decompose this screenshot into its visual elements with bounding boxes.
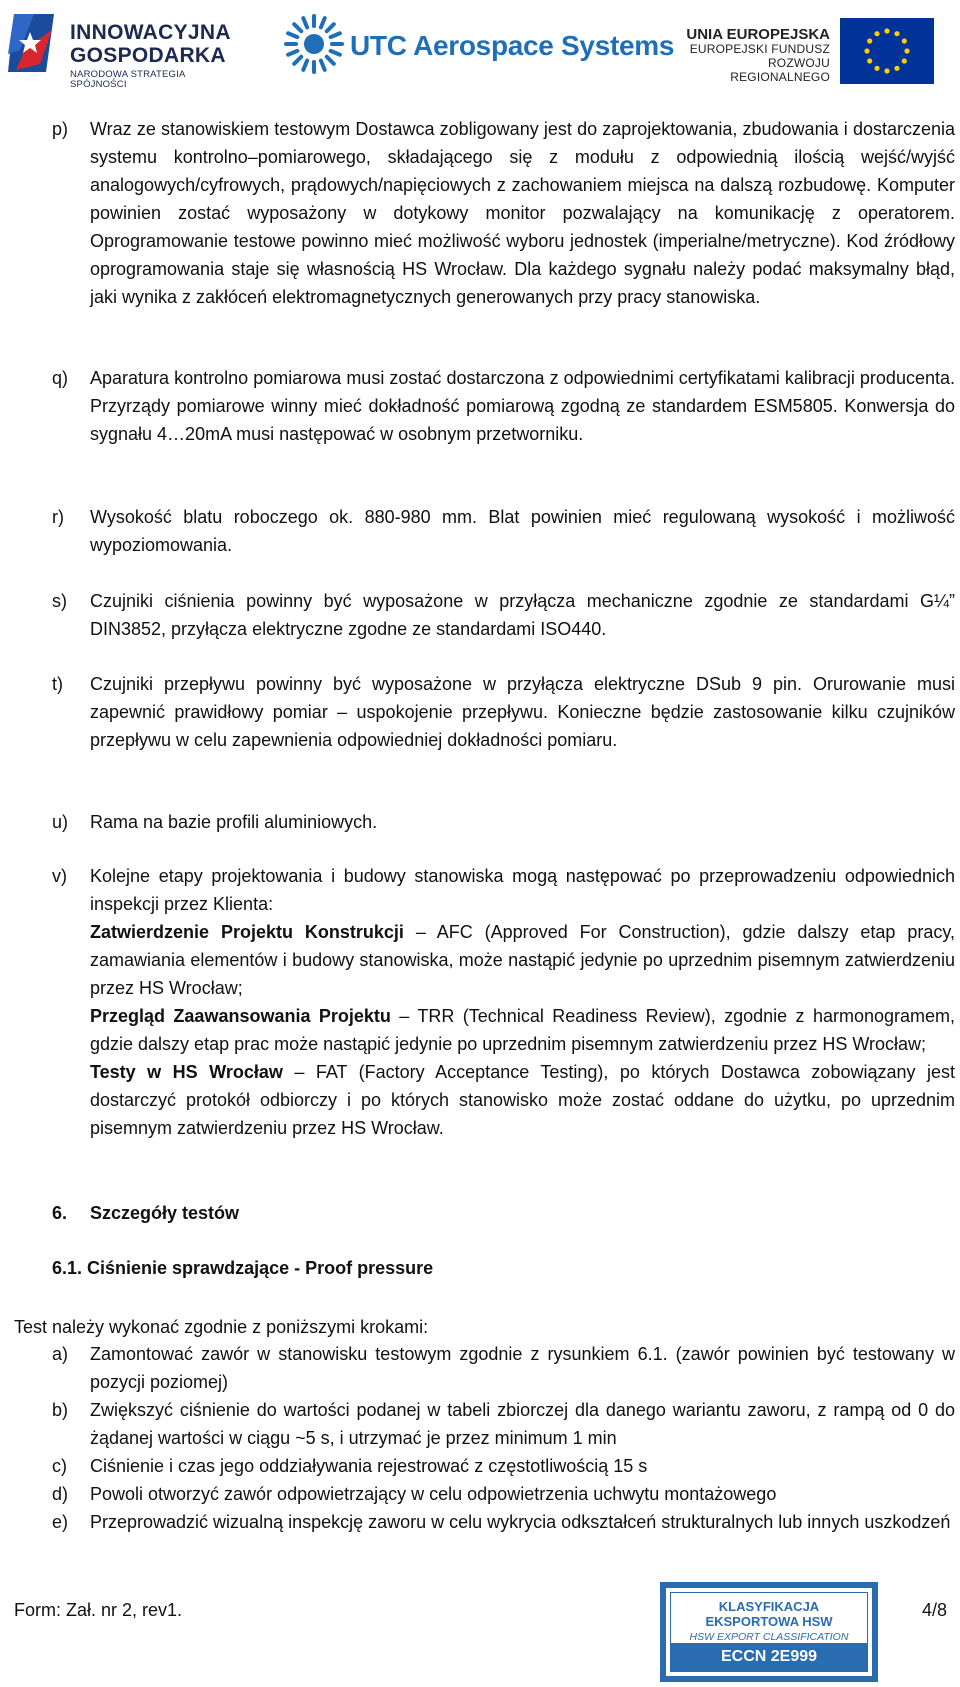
list-item-p	[52, 115, 955, 311]
step-a	[52, 1340, 955, 1396]
v-subitem-desc: – TRR (Technical Readiness Review), zgodnie z harmonogramem, gdzie dalszy etap prac może nastąpić jedynie po uprzednim pisemnym zatwierdzeniu przez HS Wrocław;	[90, 1006, 956, 1054]
item-text: Aparatura kontrolno pomiarowa musi zostać dostarczona z odpowiednimi certyfikatami kalibracji producenta. Przyrządy pomiarowe winny mieć dokładność pomiarową zgodną ze standardem ESM5805. Konwersja do sygnału 4…20mA musi następować w osobnym przetworniku.	[90, 368, 955, 444]
eu-line1: UNIA EUROPEJSKA	[686, 26, 830, 43]
ig-flag-icon	[6, 10, 62, 78]
list-item-r	[52, 503, 955, 559]
step-label: b)	[52, 1400, 69, 1420]
item-label: s)	[52, 591, 67, 611]
v-subitem-trr	[90, 1002, 955, 1058]
footer-form-label: Form: Zał. nr 2, rev1.	[14, 1600, 183, 1620]
utc-logo-text: UTC Aerospace Systems	[350, 30, 675, 61]
list-item-u	[52, 808, 955, 836]
eccn-code: ECCN 2E999	[671, 1643, 867, 1671]
item-text: Czujniki ciśnienia powinny być wyposażone w przyłącza mechaniczne zgodnie ze standardami G¼” DIN3852, przyłącza elektryczne zgodne ze standardami ISO440.	[90, 591, 955, 639]
page-number: 4/8	[922, 1600, 948, 1620]
step-label: d)	[52, 1484, 69, 1504]
section-number: 6.	[52, 1203, 68, 1223]
steps-intro: Test należy wykonać zgodnie z poniższymi krokami:	[14, 1317, 429, 1337]
section-title: Szczegóły testów	[90, 1203, 240, 1223]
export-line1: KLASYFIKACJA	[718, 1599, 820, 1614]
ig-line2: GOSPODARKA	[70, 44, 226, 67]
v-subitem-afc	[90, 918, 955, 1002]
v-subitem-term: Testy w HS Wrocław	[90, 1062, 283, 1082]
item-label: t)	[52, 674, 63, 694]
utc-aerospace-logo	[282, 12, 675, 78]
v-subitem-term: Zatwierdzenie Projektu Konstrukcji	[90, 922, 404, 942]
page-header	[0, 0, 960, 92]
eu-line3: ROZWOJU REGIONALNEGO	[730, 56, 830, 84]
v-subitem-desc: – FAT (Factory Acceptance Testing), po których Dostawca zobowiązany jest dostarczyć protokół odbiorczy i po których stanowisko może zostać oddane do użytku, po uprzednim pisemnym zatwierdzeniu przez HS Wrocław.	[90, 1062, 955, 1138]
item-label: p)	[52, 119, 69, 139]
item-label: q)	[52, 368, 69, 388]
list-item-s	[52, 587, 955, 643]
item-label: u)	[52, 812, 69, 832]
section-6-1-heading: 6.1. Ciśnienie sprawdzające - Proof pressure	[52, 1258, 434, 1278]
v-subitem-fat	[90, 1058, 955, 1142]
step-label: a)	[52, 1344, 69, 1364]
export-line2: EKSPORTOWA HSW	[705, 1614, 833, 1629]
step-text: Zwiększyć ciśnienie do wartości podanej w tabeli zbiorczej dla danego wariantu zaworu, z rampą od 0 do żądanej wartości w ciągu ~5 s, i utrzymać je przez minimum 1 min	[90, 1400, 955, 1448]
item-text: Wraz ze stanowiskiem testowym Dostawca zobligowany jest do zaprojektowania, zbudowania i dostarczenia systemu kontrolno–pomiarowego, składającego się z modułu z odpowiednią ilością wejść/wyjść analogowych/cyfrowych, prądowych/napięciowych z zachowaniem miejsca na dalszą rozbudowę. Komputer powinien zostać wyposażony w dotykowy monitor pozwalający na komunikację z operatorem. Oprogramowanie testowe powinno mieć możliwość wyboru jednostek (imperialne/metryczne). Kod źródłowy oprogramowania staje się własnością HS Wrocław. Dla każdego sygnału należy podać maksymalny błąd, jaki wynika z zakłóceń elektromagnetycznych generowanych przy pracy stanowiska.	[90, 119, 955, 307]
step-e	[52, 1508, 955, 1536]
utc-burst-icon	[282, 12, 346, 76]
export-classification-box	[660, 1582, 878, 1682]
item-label: v)	[52, 866, 67, 886]
item-text: Rama na bazie profili aluminiowych.	[90, 812, 378, 832]
item-text: Wysokość blatu roboczego ok. 880-980 mm. Blat powinien mieć regulowaną wysokość i możliwość wypoziomowania.	[90, 507, 955, 555]
v-subitem-term: Przegląd Zaawansowania Projektu	[90, 1006, 391, 1026]
step-b	[52, 1396, 955, 1452]
step-label: c)	[52, 1456, 67, 1476]
ig-line1: INNOWACYJNA	[70, 21, 231, 44]
eu-line2: EUROPEJSKI FUNDUSZ	[689, 42, 830, 57]
list-item-q	[52, 364, 955, 448]
list-item-t	[52, 670, 955, 754]
item-label: r)	[52, 507, 64, 527]
ig-line3: NARODOWA STRATEGIA SPÓJNOŚCI	[70, 69, 185, 90]
item-text: Czujniki przepływu powinny być wyposażone w przyłącza elektryczne DSub 9 pin. Orurowanie musi zapewnić prawidłowy pomiar – uspokojenie przepływu. Konieczne będzie zastosowanie kilku czujników przepływu w celu zapewnienia odpowiedniej dokładności pomiaru.	[90, 674, 955, 750]
eu-flag-icon	[840, 18, 934, 84]
step-d	[52, 1480, 955, 1508]
step-c	[52, 1452, 955, 1480]
step-text: Zamontować zawór w stanowisku testowym zgodnie z rysunkiem 6.1. (zawór powinien być testowany w pozycji poziomej)	[90, 1344, 955, 1392]
step-label: e)	[52, 1512, 69, 1532]
item-text: Kolejne etapy projektowania i budowy stanowiska mogą następować po przeprowadzeniu odpowiednich inspekcji przez Klienta:	[90, 866, 955, 914]
step-text: Przeprowadzić wizualną inspekcję zaworu w celu wykrycia odkształceń strukturalnych lub innych uszkodzeń	[90, 1512, 951, 1532]
export-line3: HSW EXPORT CLASSIFICATION	[689, 1631, 849, 1643]
section-6-heading	[52, 1203, 239, 1224]
step-text: Powoli otworzyć zawór odpowietrzający w celu odpowietrzenia uchwytu montażowego	[90, 1484, 777, 1504]
step-text: Ciśnienie i czas jego oddziaływania rejestrować z częstotliwością 15 s	[90, 1456, 648, 1476]
innowacyjna-gospodarka-logo	[6, 8, 236, 90]
v-subitem-desc: – AFC (Approved For Construction), gdzie dalszy etap pracy, zamawiania elementów i budowy stanowiska, może nastąpić jedynie po uprzednim pisemnym zatwierdzeniu przez HS Wrocław;	[90, 922, 955, 998]
eu-logo	[664, 14, 954, 86]
list-item-v	[52, 862, 955, 1142]
